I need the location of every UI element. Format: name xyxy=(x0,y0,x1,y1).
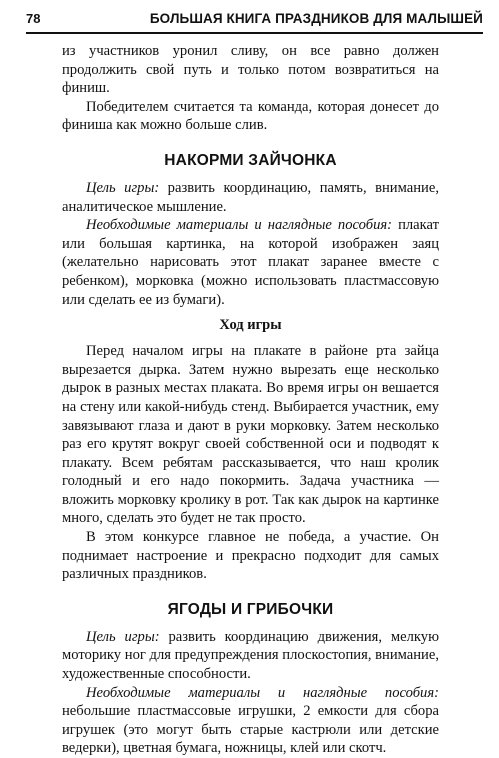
page-header xyxy=(26,10,483,34)
game1-materials xyxy=(62,216,439,309)
game1-process-title: Ход игры xyxy=(219,317,282,334)
page-content xyxy=(62,42,439,758)
game1-goal xyxy=(62,179,439,216)
game1-title: НАКОРМИ ЗАЙЧОНКА xyxy=(164,151,337,169)
intro-paragraph-winner: Победителем считается та команда, которая донесет до финиша как можно больше слив. xyxy=(62,98,439,134)
game2-goal-label: Цель игры: xyxy=(86,628,160,645)
page-number: 78 xyxy=(26,11,41,26)
game1-process-paragraph-1: Перед началом игры на плакате в районе рта зайца вырезается дырка. Затем нужно вырезать еще несколько дырок в разных местах плаката. Во время игры он вешается на стену или какой-нибудь стенд. Выбирается участник, ему завязывают глаза и дают в руки морковку. Затем несколько раз его крутят вокруг своей собственной оси и подводят к плакату. Всем ребятам рассказывается, что наш кролик голодный и его надо покормить. Задача участника — вложить морковку кролику в рот. Так как дырок на картинке много, сделать это будет не так просто. xyxy=(62,343,439,527)
game2-goal xyxy=(62,628,439,684)
game1-process-paragraph-2: В этом конкурсе главное не победа, а участие. Он поднимает настроение и прекрасно подходит для самых различных праздников. xyxy=(62,529,439,583)
game1-materials-text: плакат или большая картинка, на которой изображен заяц (желательно нарисовать этот плакат заранее вместе с ребенком), морковка (можно использовать пластмассовую или сделать ее из бумаги). xyxy=(62,217,439,308)
game2-title: ЯГОДЫ И ГРИБОЧКИ xyxy=(167,600,334,618)
game1-goal-text: развить координацию, память, внимание, аналитическое мышление. xyxy=(62,179,439,215)
game2-materials-label: Необходимые материалы и наглядные пособия: xyxy=(86,684,439,701)
game2-goal-text: развить координацию движения, мелкую моторику ног для предупреждения плоскостопия, внимание, художественные способности. xyxy=(62,628,440,683)
game1-materials-label: Необходимые материалы и наглядные пособия: xyxy=(86,217,393,234)
game1-goal-label: Цель игры: xyxy=(86,179,160,196)
game2-materials-text: небольшие пластмассовые игрушки, 2 емкости для сбора игрушек (это могут быть старые кастрюли или детские ведерки), цветная бумага, ножницы, клей или скотч. xyxy=(62,703,439,757)
game2-materials xyxy=(62,684,439,758)
intro-paragraph-continued: из участников уронил сливу, он все равно должен продолжить свой путь и только потом возвратиться на финиш. xyxy=(62,43,439,97)
running-title: БОЛЬШАЯ КНИГА ПРАЗДНИКОВ ДЛЯ МАЛЫШЕЙ xyxy=(149,11,483,26)
